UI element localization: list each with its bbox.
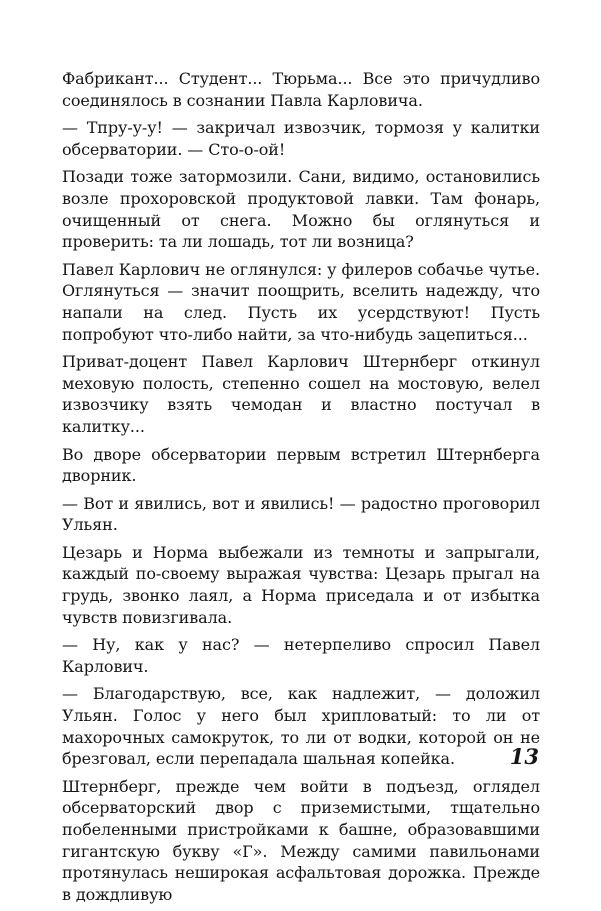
paragraph-7: — Вот и явились, вот и явились! — радостно проговорил Ульян. [62, 493, 540, 535]
paragraph-9: — Ну, как у нас? — нетерпеливо спросил Павел Карлович. [62, 635, 540, 676]
paragraph-2: — Тпру-у-у! — закричал извозчик, тормозя у калитки обсерватории. — Сто-о-ой! [62, 118, 540, 159]
page-text [62, 68, 540, 911]
paragraph-4: Павел Карлович не оглянулся: у филеров собачье чутье. Оглянуться — значит поощрить, вселить надежду, что напали на след. Пусть их усердствуют! Пусть попробуют что-либо найти, за что-нибудь зацепиться... [62, 259, 540, 344]
paragraph-5: Приват-доцент Павел Карлович Штернберг откинул меховую полость, степенно сошел на мостовую, велел извозчику взять чемодан и властно постучал в калитку... [62, 352, 540, 436]
paragraph-10: — Благодарствую, все, как надлежит, — доложил Ульян. Голос у него был хрипловатый: то ли от махорочных самокруток, то ли от водки, которой он не брезговал, если перепадала шальная копейка. [62, 684, 540, 769]
paragraph-6: Во дворе обсерватории первым встретил Штернберга дворник. [62, 444, 540, 486]
page-number: 13 [509, 744, 539, 769]
paragraph-3: Позади тоже затормозили. Сани, видимо, остановились возле прохоровской продуктовой лавки. Там фонарь, очищенный от снега. Можно бы оглянуться и проверить: та ли лошадь, тот ли возница? [62, 167, 540, 252]
paragraph-11: Штернберг, прежде чем войти в подъезд, оглядел обсерваторский двор с приземистыми, тщательно побеленными пристройками к башне, образовавшими гигантскую букву «Г». Между самими павильонами протянулась неширокая асфальтовая дорожка. Прежде в дождливую [62, 776, 540, 904]
paragraph-8: Цезарь и Норма выбежали из темноты и запрыгали, каждый по-своему выражая чувства: Цезарь прыгал на грудь, звонко лаял, а Норма приседала и от избытка чувств повизгивала. [62, 542, 540, 627]
paragraph-1: Фабрикант... Студент... Тюрьма... Все это причудливо соединялось в сознании Павла Карловича. [62, 69, 540, 110]
